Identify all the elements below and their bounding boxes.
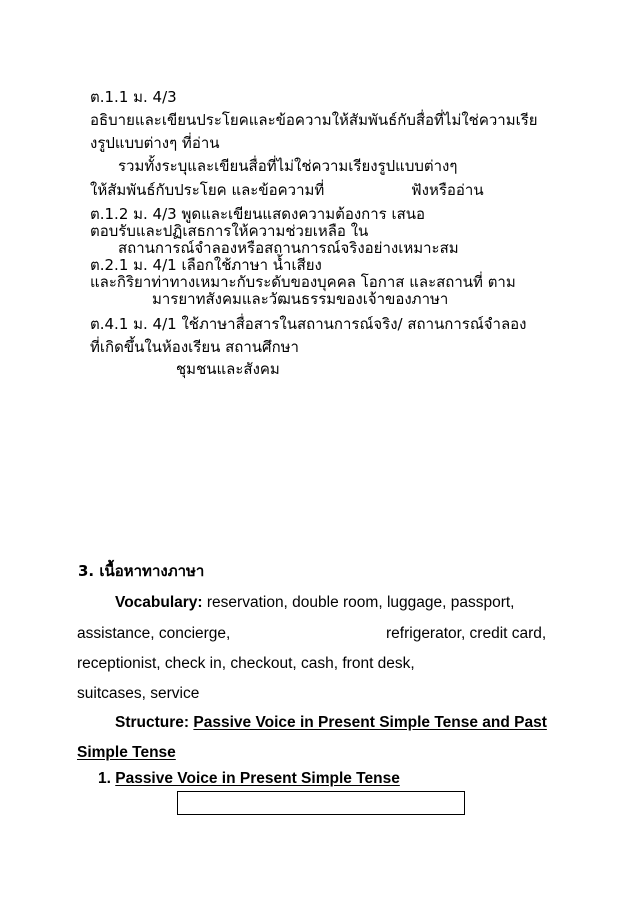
structure-line: Simple Tense bbox=[77, 744, 176, 761]
indicator-line: ฟังหรืออ่าน bbox=[411, 181, 484, 199]
vocabulary-line bbox=[115, 594, 515, 612]
indicator-line: ที่เกิดขึ้นในห้องเรียน สถานศึกษา bbox=[90, 338, 299, 356]
indicator-line: มารยาทสังคมและวัฒนธรรมของเจ้าของภาษา bbox=[152, 290, 449, 308]
indicator-line: ต.1.2 ม. 4/3 พูดและเขียนแสดงความต้องการ เสนอ bbox=[90, 205, 426, 223]
structure-item bbox=[98, 770, 400, 788]
vocabulary-line: suitcases, service bbox=[77, 685, 200, 702]
indicator-line: สถานการณ์จำลองหรือสถานการณ์จริงอย่างเหมาะสม bbox=[118, 239, 459, 257]
empty-formula-box bbox=[177, 791, 465, 815]
indicator-line: ต.2.1 ม. 4/1 เลือกใช้ภาษา น้ำเสียง bbox=[90, 256, 322, 274]
indicator-line: อธิบายและเขียนประโยคและข้อความให้สัมพันธ์กับสื่อที่ไม่ใช่ความเรีย bbox=[90, 111, 538, 129]
indicator-line: ต.4.1 ม. 4/1 ใช้ภาษาสื่อสารในสถานการณ์จริง/ สถานการณ์จำลอง bbox=[90, 315, 527, 333]
vocabulary-line: assistance, concierge, bbox=[77, 625, 231, 642]
indicator-line: ชุมชนและสังคม bbox=[176, 360, 280, 378]
indicator-line: ให้สัมพันธ์กับประโยค และข้อความที่ bbox=[90, 181, 325, 199]
indicator-line: งรูปแบบต่างๆ ที่อ่าน bbox=[90, 134, 220, 152]
structure-line bbox=[115, 714, 547, 732]
item-text: Passive Voice in Present Simple Tense bbox=[115, 770, 400, 787]
indicator-line: ต.1.1 ม. 4/3 bbox=[90, 88, 177, 106]
vocabulary-label: Vocabulary: bbox=[115, 594, 203, 611]
vocabulary-line: receptionist, check in, checkout, cash, front desk, bbox=[77, 655, 415, 672]
section-heading: 3. เนื้อหาทางภาษา bbox=[78, 562, 205, 580]
indicator-line: และกิริยาท่าทางเหมาะกับระดับของบุคคล โอกาส และสถานที่ ตาม bbox=[90, 273, 516, 291]
indicator-line: รวมทั้งระบุและเขียนสื่อที่ไม่ใช่ความเรียงรูปแบบต่างๆ bbox=[118, 157, 458, 175]
vocabulary-line: refrigerator, credit card, bbox=[386, 625, 547, 642]
structure-text: Passive Voice in Present Simple Tense and Past bbox=[193, 714, 547, 731]
item-number: 1. bbox=[98, 770, 116, 787]
structure-label: Structure: bbox=[115, 714, 190, 731]
vocabulary-text: reservation, double room, luggage, passport, bbox=[202, 594, 515, 611]
indicator-line: ตอบรับและปฏิเสธการให้ความช่วยเหลือ ใน bbox=[90, 222, 369, 240]
